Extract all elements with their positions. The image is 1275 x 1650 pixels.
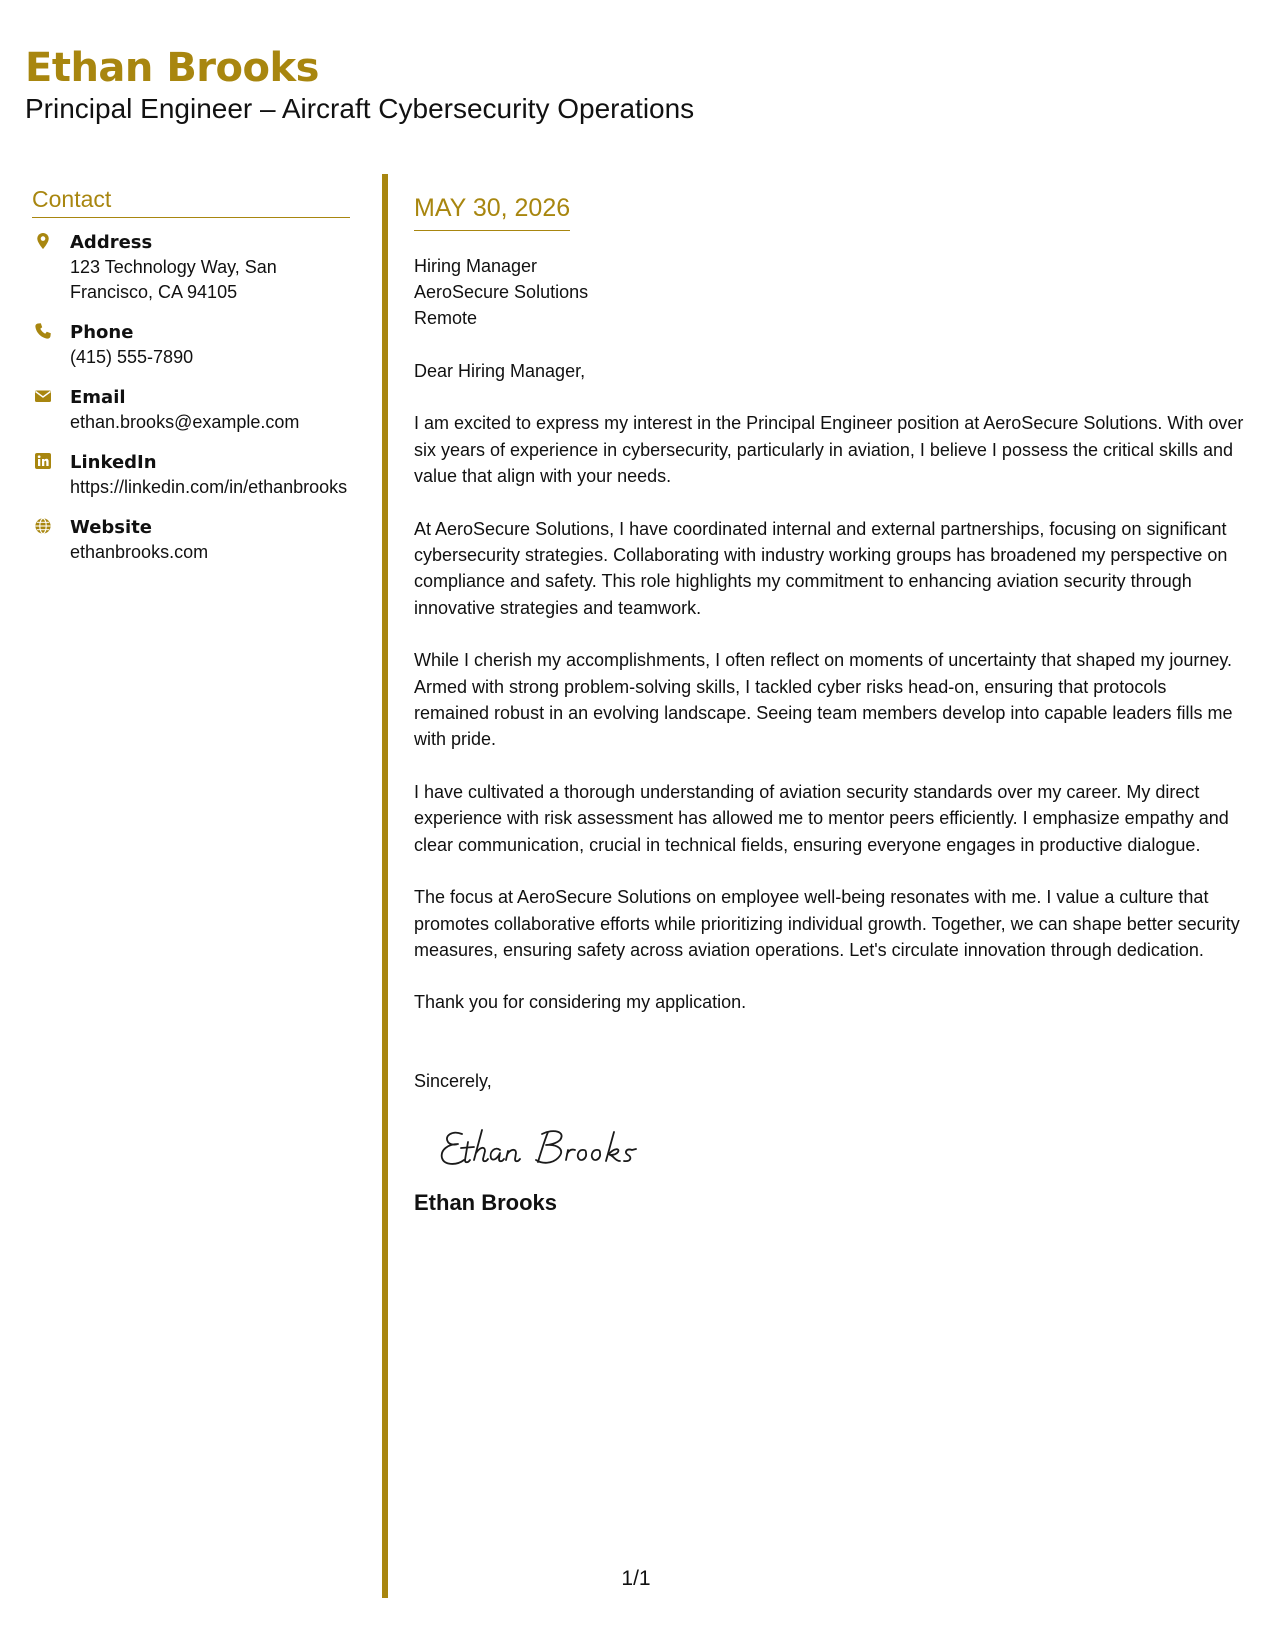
contact-value-email[interactable]: ethan.brooks@example.com — [70, 412, 300, 432]
phone-icon — [34, 322, 52, 340]
column-divider — [382, 174, 388, 1598]
paragraph-1: I am excited to express my interest in the Principal Engineer position at AeroSecure Solutions. With over six years of experience in cybersecurity, particularly in aviation, I believe I possess the critical skills and value that align with your needs. — [414, 413, 1244, 487]
envelope-icon — [34, 387, 52, 405]
contact-label-linkedin: LinkedIn — [70, 452, 157, 473]
letter-body — [414, 192, 1244, 1218]
signer-name: Ethan Brooks — [414, 1190, 558, 1216]
applicant-title: Principal Engineer – Aircraft Cybersecurity Operations — [25, 93, 695, 124]
contact-list — [32, 230, 350, 565]
page-number: 1/1 — [621, 1567, 651, 1590]
recipient-company: AeroSecure Solutions — [414, 282, 589, 302]
handwritten-signature — [438, 1120, 668, 1176]
contact-sidebar — [32, 186, 350, 580]
contact-label-email: Email — [70, 387, 126, 408]
contact-value-phone: (415) 555-7890 — [70, 347, 194, 367]
paragraph-6: Thank you for considering my application. — [414, 992, 747, 1013]
globe-icon — [34, 517, 52, 535]
contact-label-phone: Phone — [70, 322, 134, 343]
paragraph-2: At AeroSecure Solutions, I have coordinated internal and external partnerships, focusing on significant cybersecurity strategies. Collaborating with industry working groups has broadened my perspective on compliance and safety. This role highlights my commitment to enhancing aviation security through innovative strategies and teamwork. — [414, 518, 1228, 618]
contact-label-website: Website — [70, 517, 153, 538]
applicant-name: Ethan Brooks — [25, 45, 319, 91]
paragraph-4: I have cultivated a thorough understanding of aviation security standards over my career. My direct experience with risk assessment has allowed me to mentor peers efficiently. I emphasize empathy and clear communication, crucial in technical fields, ensuring everyone engages in productive dialogue. — [414, 781, 1229, 855]
contact-item-phone — [32, 320, 350, 370]
contact-item-email — [32, 385, 350, 435]
contact-value-address: 123 Technology Way, San Francisco, CA 94105 — [70, 257, 277, 302]
paragraph-5: The focus at AeroSecure Solutions on employee well-being resonates with me. I value a culture that promotes collaborative efforts while prioritizing individual growth. Together, we can shape better security measures, ensuring safety across aviation operations. Let's circulate innovation through dedication. — [414, 887, 1240, 960]
closing: Sincerely, — [414, 1070, 492, 1091]
contact-value-linkedin[interactable]: https://linkedin.com/in/ethanbrooks — [70, 477, 348, 497]
contact-value-website[interactable]: ethanbrooks.com — [70, 542, 209, 562]
paragraph-3: While I cherish my accomplishments, I often reflect on moments of uncertainty that shaped my journey. Armed with strong problem-solving skills, I tackled cyber risks head-on, ensuring that protocols remained robust in an evolving landscape. Seeing team members develop into capable leaders fills me with pride. — [414, 650, 1233, 750]
contact-heading: Contact — [32, 186, 350, 218]
contact-item-address — [32, 230, 350, 305]
recipient-location: Remote — [414, 308, 478, 328]
contact-label-address: Address — [70, 232, 153, 253]
recipient-block — [414, 253, 1244, 331]
salutation: Dear Hiring Manager, — [414, 361, 586, 381]
contact-item-website — [32, 515, 350, 565]
linkedin-icon — [34, 452, 52, 470]
letter-date: MAY 30, 2026 — [414, 192, 570, 231]
letter-header — [25, 46, 694, 126]
contact-item-linkedin — [32, 450, 350, 500]
recipient-name: Hiring Manager — [414, 256, 538, 276]
map-pin-icon — [34, 232, 52, 250]
